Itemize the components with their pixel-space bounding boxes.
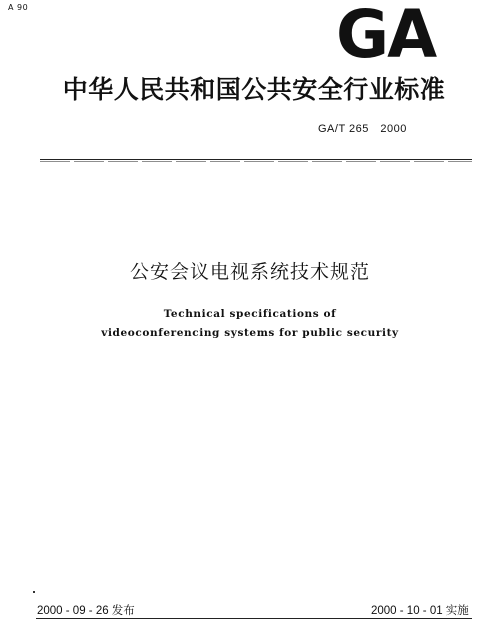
footer-divider <box>36 618 472 619</box>
issue-date: 2000 - 09 - 26 发布 <box>37 605 135 617</box>
implementation-date: 2000 - 10 - 01 实施 <box>371 605 469 617</box>
header-divider-secondary <box>40 161 472 162</box>
scan-mark <box>33 591 35 593</box>
document-title-en <box>60 305 440 343</box>
standard-number: GA/T 265 2000 <box>318 123 407 135</box>
header-divider <box>40 159 472 160</box>
document-title-zh: 公安会议电视系统技术规范 <box>129 261 370 283</box>
standard-title: 中华人民共和国公共安全行业标准 <box>62 75 446 104</box>
ga-logo: GA <box>336 0 436 73</box>
document-title-en-line2: videoconferencing systems for public security <box>101 327 399 339</box>
document-title-en-line1: Technical specifications of <box>163 308 337 320</box>
classification-code: A 90 <box>8 3 29 12</box>
